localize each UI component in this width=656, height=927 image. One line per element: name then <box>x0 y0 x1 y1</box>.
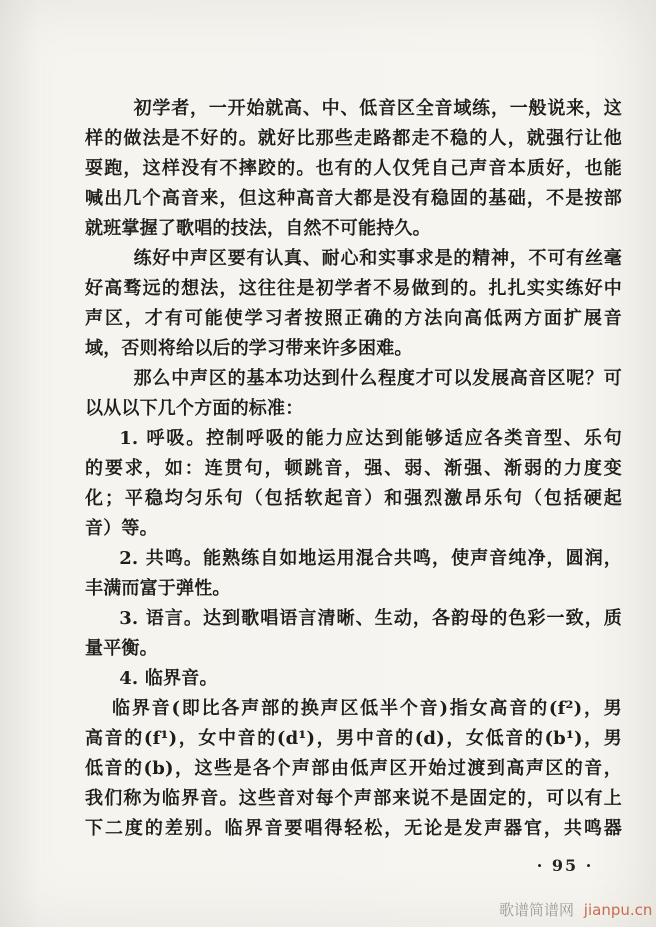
text-line: 量平衡。 <box>85 638 158 659</box>
text-line: 2. 共鸣。能熟练自如地运用混合共鸣，使声音纯净，圆润， <box>119 548 622 569</box>
paragraph <box>85 694 622 844</box>
text-line: 1. 呼吸。控制呼吸的能力应达到能够适应各类音型、乐句 <box>119 428 622 449</box>
watermark <box>499 899 652 920</box>
text-line: 样的做法是不好的。就好比那些走路都走不稳的人，就强行让他 <box>85 128 622 149</box>
watermark-site-name: 歌谱简谱网 <box>499 901 575 919</box>
text-line: 就班掌握了歌唱的技法，自然不可能持久。 <box>85 218 431 239</box>
body-text <box>85 94 622 844</box>
text-line: 音）等。 <box>85 518 158 539</box>
text-line: 化；平稳均匀乐句（包括软起音）和强烈激昂乐句（包括硬起 <box>85 488 622 509</box>
text-line: 高音的(f¹)，女中音的(d¹)，男中音的(d)，女低音的(b¹)，男 <box>85 728 622 749</box>
text-line: 域，否则将给以后的学习带来许多困难。 <box>85 338 413 359</box>
text-line: 的要求，如：连贯句，顿跳音，强、弱、渐强、渐弱的力度变 <box>85 458 622 479</box>
text-line: 好高骛远的想法，这往往是初学者不易做到的。扎扎实实练好中 <box>85 278 622 299</box>
text-line: 下二度的差别。临界音要唱得轻松，无论是发声器官，共鸣器 <box>85 818 622 839</box>
page-number: · 95 · <box>536 856 594 875</box>
text-line: 那么中声区的基本功达到什么程度才可以发展高音区呢？可 <box>133 368 622 389</box>
text-line: 耍跑，这样没有不摔跤的。也有的人仅凭自己声音本质好，也能 <box>85 158 622 179</box>
text-line: 3. 语言。达到歌唱语言清晰、生动，各韵母的色彩一致，质 <box>119 608 622 629</box>
watermark-site-url: jianpu.cn <box>583 901 653 919</box>
text-line: 练好中声区要有认真、耐心和实事求是的精神，不可有丝毫 <box>133 248 622 269</box>
text-line: 4. 临界音。 <box>119 668 218 689</box>
text-line: 临界音(即比各声部的换声区低半个音)指女高音的(f²)，男 <box>112 698 622 719</box>
paragraph <box>85 364 622 424</box>
text-line: 丰满而富于弹性。 <box>85 578 231 599</box>
paragraph <box>85 94 622 244</box>
text-line: 初学者，一开始就高、中、低音区全音域练，一般说来，这 <box>133 98 622 119</box>
paragraph <box>85 244 622 364</box>
paragraph <box>85 604 622 664</box>
paragraph <box>85 664 622 694</box>
paragraph <box>85 424 622 544</box>
text-line: 以从以下几个方面的标准： <box>85 398 304 419</box>
text-line: 我们称为临界音。这些音对每个声部来说不是固定的，可以有上 <box>85 788 622 809</box>
paragraph <box>85 544 622 604</box>
text-line: 喊出几个高音来，但这种高音大都是没有稳固的基础，不是按部 <box>85 188 622 209</box>
text-line: 声区，才有可能使学习者按照正确的方法向高低两方面扩展音 <box>85 308 622 329</box>
text-line: 低音的(b)，这些是各个声部由低声区开始过渡到高声区的音， <box>85 758 622 779</box>
